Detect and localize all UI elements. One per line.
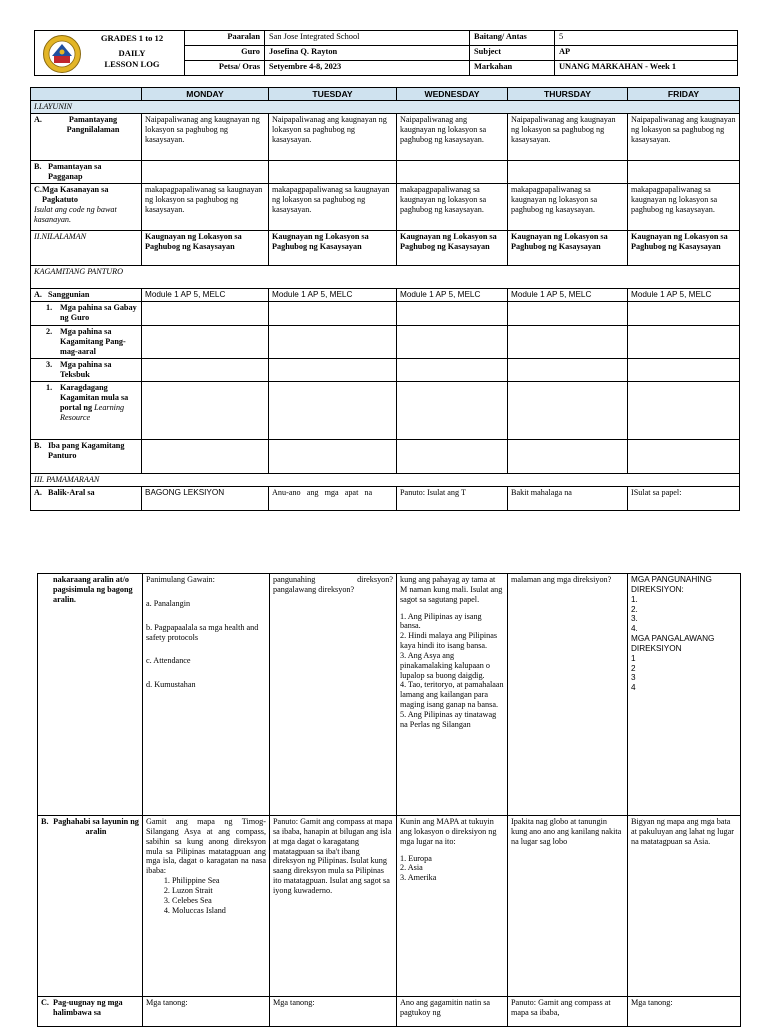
row-text: nakaraang aralin at/o pagsisimula ng bagong aralin. xyxy=(53,575,133,604)
list-item: 4. xyxy=(631,624,638,634)
list-item: 1. Europa xyxy=(400,853,432,863)
list-item: 3. Amerika xyxy=(400,873,437,883)
subject-value: AP xyxy=(555,46,738,61)
cell-title: MGA PANGUNAHING DIREKSIYON: xyxy=(631,575,712,594)
cell-layunin-a-tuesday: Naipapaliwanag ang kaugnayan ng lokasyon sa paghubog ng kasaysayan. xyxy=(269,114,397,161)
empty-cell xyxy=(397,382,508,440)
quarter-value: UNANG MARKAHAN - Week 1 xyxy=(555,61,738,76)
section-nilalaman: II.NILALAMAN xyxy=(31,231,142,266)
cell-layunin-a-friday: Naipapaliwanag ang kaugnayan ng lokasyon sa paghubog ng kasaysayan. xyxy=(628,114,740,161)
cell-pag-uugnay-tuesday: Mga tanong: xyxy=(270,997,397,1027)
list-item: 3. xyxy=(631,614,638,624)
empty-cell xyxy=(628,440,740,474)
grades-label: GRADES 1 to 12 xyxy=(100,33,164,43)
section-kagamitang-panturo xyxy=(31,266,740,289)
row-text: Karagdagang Kagamitan mula sa portal ng xyxy=(60,383,129,412)
section-layunin: I.LAYUNIN xyxy=(31,101,740,114)
cell-balik-aral-tuesday: pangunahing direksyon? pangalawang direksyon? xyxy=(270,574,397,816)
cell-layunin-b-monday xyxy=(142,161,269,184)
day-header-thursday: THURSDAY xyxy=(508,88,628,101)
list-item: 2. Luzon Strait xyxy=(172,886,266,896)
date-label: Petsa/ Oras xyxy=(185,61,265,76)
empty-cell xyxy=(269,382,397,440)
cell-layunin-a-thursday: Naipapaliwanag ang kaugnayan ng lokasyon sa paghubog ng kasaysayan. xyxy=(508,114,628,161)
cell-sanggunian-tuesday: Module 1 AP 5, MELC xyxy=(269,289,397,302)
corner-cell xyxy=(31,88,142,101)
row-num: 1. xyxy=(46,303,53,312)
cell-layunin-a-wednesday: Naipapaliwanag ang kaugnayan ng lokasyon sa paghubog ng kasaysayan. xyxy=(397,114,508,161)
cell-pag-uugnay-monday: Mga tanong: xyxy=(143,997,270,1027)
cell-balik-aral-wednesday-top: Panuto: Isulat ang T xyxy=(397,486,508,510)
row-num: 2. xyxy=(46,327,53,336)
cell-pag-uugnay-thursday: Panuto: Gamit ang compass at mapa sa ibaba, xyxy=(508,997,628,1027)
lesson-table-page-2 xyxy=(37,573,741,1027)
row-text: Balik-Aral sa xyxy=(48,487,95,497)
row-text: Paghahabi sa layunin ng aralin xyxy=(53,817,139,836)
row-label-gabay-ng-guro xyxy=(31,302,142,326)
empty-cell xyxy=(628,302,740,326)
list-item: 2 xyxy=(631,663,636,673)
cell-paghahabi-friday: Bigyan ng mapa ang mga bata at pakuluyan ang lahat ng lugar na matatagpuan sa Asia. xyxy=(628,816,741,997)
row-label-balik-aral-continued xyxy=(38,574,143,816)
empty-cell xyxy=(397,326,508,359)
header-logo-cell xyxy=(35,31,185,76)
cell-balik-aral-friday xyxy=(628,574,741,816)
row-text: Pamantayang Pangnilalaman xyxy=(66,115,120,134)
section-kagamitang-panturo-label: KAGAMITANG PANTURO xyxy=(34,267,124,277)
row-text: Mga pahina sa Kagamitang Pang-mag-aaral xyxy=(60,327,126,356)
daily-label: DAILY xyxy=(118,48,146,59)
cell-title: MGA PANGALAWANG DIREKSIYON xyxy=(631,634,715,653)
header-table xyxy=(34,30,738,76)
grade-label: Baitang/ Antas xyxy=(470,31,555,46)
cell-balik-aral-thursday-top: Bakit mahalaga na xyxy=(508,486,628,510)
empty-cell xyxy=(269,326,397,359)
date-value: Setyembre 4-8, 2023 xyxy=(265,61,470,76)
cell-nilalaman-friday: Kaugnayan ng Lokasyon sa Paghubog ng Kasaysayan xyxy=(628,231,740,266)
row-text: Mga Kasanayan sa Pagkatuto xyxy=(42,185,109,204)
row-label-balik-aral xyxy=(31,486,142,510)
row-label-kagamitang-pang-mag-aaral xyxy=(31,326,142,359)
empty-cell xyxy=(142,440,269,474)
cell-layunin-b-wednesday xyxy=(397,161,508,184)
cell-layunin-a-monday: Naipapaliwanag ang kaugnayan ng lokasyon sa paghubog ng kasaysayan. xyxy=(142,114,269,161)
cell-pag-uugnay-friday: Mga tanong: xyxy=(628,997,741,1027)
empty-cell xyxy=(397,302,508,326)
list-item: 1. Ang Pilipinas ay isang bansa. xyxy=(400,611,482,631)
cell-layunin-c-wednesday: makapagpapaliwanag sa kaugnayan ng lokasyon sa paghubog ng kasaysayan. xyxy=(397,184,508,231)
list-item: 2. Asia xyxy=(400,863,423,873)
row-text: Mga pahina sa Gabay ng Guro xyxy=(60,303,137,322)
cell-nilalaman-monday: Kaugnayan ng Lokasyon sa Paghubog ng Kasaysayan xyxy=(142,231,269,266)
row-label-pamantayang-pangnilalaman xyxy=(31,114,142,161)
list-item: 2. xyxy=(631,604,638,614)
quarter-label: Markahan xyxy=(470,61,555,76)
deped-seal-icon xyxy=(42,34,82,74)
cell-balik-aral-monday-top: BAGONG LEKSIYON xyxy=(142,486,269,510)
empty-cell xyxy=(508,440,628,474)
row-text: Iba pang Kagamitang Panturo xyxy=(48,441,125,460)
row-label-pag-uugnay xyxy=(38,997,143,1027)
list-item: 1. Philippine Sea xyxy=(172,876,266,886)
empty-cell xyxy=(508,382,628,440)
cell-paghahabi-tuesday: Panuto: Gamit ang compass at mapa sa ibaba, hanapin at bilugan ang isla at mga dagat o karagatang matatagpuan sa iba't ibang direksyon ng Pilipinas. Isulat kung saang direksyon mula sa Pilipinas ito matatagpuan. Isulat ang sagot sa iyong kuwaderno. xyxy=(270,816,397,997)
empty-cell xyxy=(142,382,269,440)
school-label: Paaralan xyxy=(185,31,265,46)
list-item: 4. Tao, teritoryo, at pamahalaan lamang ang kailangan para maging isang ganap na bansa. xyxy=(400,680,504,710)
cell-sanggunian-monday: Module 1 AP 5, MELC xyxy=(142,289,269,302)
empty-cell xyxy=(508,359,628,382)
row-label-sanggunian xyxy=(31,289,142,302)
empty-cell xyxy=(628,359,740,382)
row-num: C. xyxy=(41,998,49,1007)
empty-cell xyxy=(142,359,269,382)
empty-cell xyxy=(508,326,628,359)
row-num: 1. xyxy=(46,383,53,392)
cell-text: Gamit ang mapa ng Timog-Silangang Asya at ang compass, sabihin sa kung anong direksyon mula sa Pilipinas matatagpuan ang mga isla, dagat o karagatan na nasa ibaba: xyxy=(146,817,266,876)
list-item: a. Panalangin xyxy=(146,598,191,608)
empty-cell xyxy=(269,359,397,382)
row-label-pamantayan-sa-pagganap xyxy=(31,161,142,184)
cell-nilalaman-tuesday: Kaugnayan ng Lokasyon sa Paghubog ng Kasaysayan xyxy=(269,231,397,266)
subject-label: Subject xyxy=(470,46,555,61)
cell-pag-uugnay-wednesday: Ano ang gagamitin natin sa pagtukoy ng xyxy=(397,997,508,1027)
list-item: 5. Ang Pilipinas ay tinatawag na Perlas ng Silangan xyxy=(400,709,497,729)
row-num: B. xyxy=(34,162,42,172)
row-label-karagdagang-kagamitan xyxy=(31,382,142,440)
cell-text: Kunin ang MAPA at tukuyin ang lokasyon o direksiyon ng mga lugar na ito: xyxy=(400,817,497,846)
row-num: A. xyxy=(34,115,42,125)
cell-list xyxy=(146,876,266,915)
cell-balik-aral-thursday: malaman ang mga direksiyon? xyxy=(508,574,628,816)
school-value: San Jose Integrated School xyxy=(265,31,470,46)
lesson-table-page-1 xyxy=(30,87,740,511)
empty-cell xyxy=(142,302,269,326)
cell-nilalaman-thursday: Kaugnayan ng Lokasyon sa Paghubog ng Kasaysayan xyxy=(508,231,628,266)
list-item: 4. Moluccas Island xyxy=(172,906,266,916)
row-num: A. xyxy=(34,290,42,300)
cell-sanggunian-wednesday: Module 1 AP 5, MELC xyxy=(397,289,508,302)
cell-balik-aral-friday-top: ISulat sa papel: xyxy=(628,486,740,510)
cell-intro: kung ang pahayag ay tama at M naman kung mali. Isulat ang sagot sa sagutang papel. xyxy=(400,575,503,604)
row-num: 3. xyxy=(46,360,53,369)
list-item: 3. Ang Asya ang pinakamalaking kalupaan o lupalop sa buong daigdig. xyxy=(400,650,491,680)
cell-balik-aral-tuesday-top xyxy=(269,486,397,510)
cell-layunin-b-friday xyxy=(628,161,740,184)
cell-balik-aral-monday xyxy=(143,574,270,816)
empty-cell xyxy=(142,326,269,359)
row-num: A. xyxy=(34,487,42,497)
cell-sanggunian-thursday: Module 1 AP 5, MELC xyxy=(508,289,628,302)
row-label-teksbuk xyxy=(31,359,142,382)
list-item: d. Kumustahan xyxy=(146,680,196,690)
list-item: 3 xyxy=(631,673,636,683)
cell-layunin-c-thursday: makapagpapaliwanag sa kaugnayan ng lokasyon sa paghubog ng kasaysayan. xyxy=(508,184,628,231)
cell-title: Panimulang Gawain: xyxy=(146,575,215,584)
row-label-paghahabi xyxy=(38,816,143,997)
cell-layunin-b-tuesday xyxy=(269,161,397,184)
empty-cell xyxy=(269,302,397,326)
row-label-iba-pang-kagamitan xyxy=(31,440,142,474)
row-text-italic: Learning Resource xyxy=(60,402,125,422)
cell-layunin-c-tuesday: makapagpapaliwanag sa kaugnayan ng lokasyon sa paghubog ng kasaysayan. xyxy=(269,184,397,231)
grade-value: 5 xyxy=(555,31,738,46)
row-text: Pag-uugnay ng mga halimbawa sa xyxy=(53,998,123,1017)
cell-balik-aral-wednesday xyxy=(397,574,508,816)
day-header-tuesday: TUESDAY xyxy=(269,88,397,101)
teacher-label: Guro xyxy=(185,46,265,61)
list-item: 3. Celebes Sea xyxy=(172,896,266,906)
empty-cell xyxy=(628,382,740,440)
list-item: 1 xyxy=(631,653,636,663)
cell-layunin-c-friday: makapagpapaliwanag sa kaugnayan ng lokasyon sa paghubog ng kasaysayan. xyxy=(628,184,740,231)
cell-paghahabi-thursday: Ipakita nag globo at tanungin kung ano ano ang kanilang nakita na lugar sag lobo xyxy=(508,816,628,997)
empty-cell xyxy=(397,440,508,474)
cell-text: Anu-ano ang mga apat na xyxy=(272,487,373,497)
teacher-value: Josefina Q. Rayton xyxy=(265,46,470,61)
list-item: 2. Hindi malaya ang Pilipinas kaya hindi ito isang bansa. xyxy=(400,631,498,651)
day-header-friday: FRIDAY xyxy=(628,88,740,101)
empty-cell xyxy=(628,326,740,359)
cell-paghahabi-monday xyxy=(143,816,270,997)
list-item: 4 xyxy=(631,683,636,693)
section-pamamaraan: III. PAMAMARAAN xyxy=(31,474,740,487)
row-text: Mga pahina sa Teksbuk xyxy=(60,360,112,379)
day-header-wednesday: WEDNESDAY xyxy=(397,88,508,101)
empty-cell xyxy=(508,302,628,326)
day-header-monday: MONDAY xyxy=(142,88,269,101)
row-num: B. xyxy=(41,817,49,826)
cell-layunin-b-thursday xyxy=(508,161,628,184)
list-item: b. Pagpapaalala sa mga health and safety protocols xyxy=(146,622,259,642)
row-subtext: Isulat ang code ng bawat kasanayan. xyxy=(34,204,117,224)
lesson-log-label: LESSON LOG xyxy=(104,58,160,69)
row-num: B. xyxy=(34,441,42,450)
cell-paghahabi-wednesday xyxy=(397,816,508,997)
cell-layunin-c-monday: makapagpapaliwanag sa kaugnayan ng lokasyon sa paghubog ng kasaysayan. xyxy=(142,184,269,231)
row-label-mga-kasanayan xyxy=(31,184,142,231)
cell-nilalaman-wednesday: Kaugnayan ng Lokasyon sa Paghubog ng Kasaysayan xyxy=(397,231,508,266)
row-text: Sanggunian xyxy=(48,290,90,300)
list-item: c. Attendance xyxy=(146,656,191,666)
empty-cell xyxy=(269,440,397,474)
empty-cell xyxy=(397,359,508,382)
list-item: 1. xyxy=(631,594,638,604)
row-num: C. xyxy=(34,185,42,195)
cell-sanggunian-friday: Module 1 AP 5, MELC xyxy=(628,289,740,302)
row-text: Pamantayan sa Pagganap xyxy=(48,162,102,181)
